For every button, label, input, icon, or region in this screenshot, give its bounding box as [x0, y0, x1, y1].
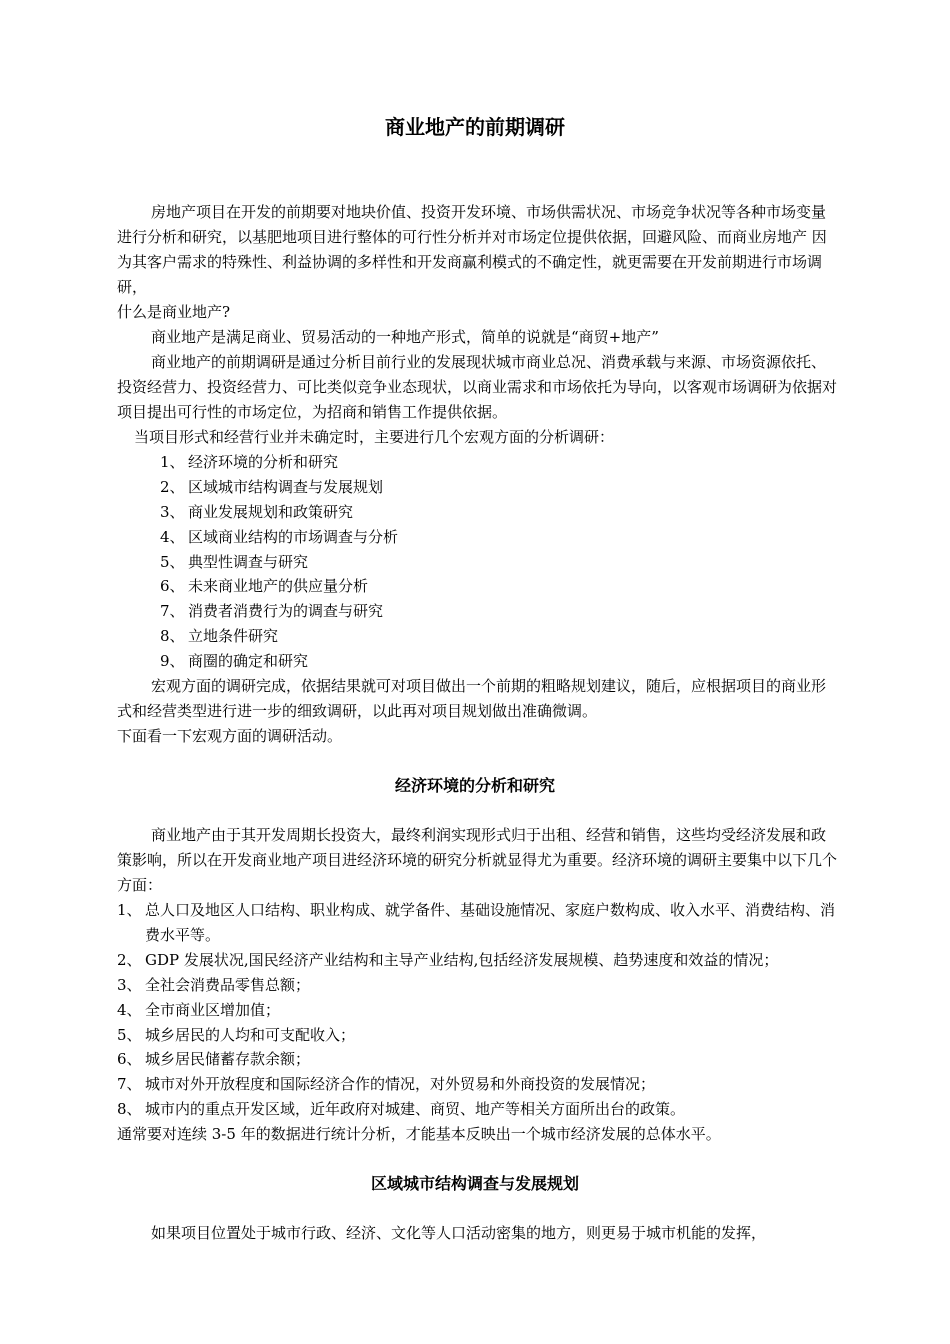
list-item: 5、 城乡居民的人均和可支配收入； — [117, 1025, 356, 1044]
list-item: 7、 消费者消费行为的调查与研究 — [160, 602, 384, 621]
list-item: 5、 典型性调查与研究 — [160, 552, 309, 571]
economic-closing-sentence: 通常要对连续 3-5 年的数据进行统计分析，才能基本反映出一个城市经济发展的总体水平。 — [117, 1125, 721, 1143]
list-item: 4、 区域商业结构的市场调查与分析 — [160, 527, 399, 546]
intro-paragraph-2: 商业地产是满足商业、贸易活动的一种地产形式，简单的说就是“商贸+地产” — [151, 328, 659, 346]
list-item: 3、 全社会消费品零售总额； — [117, 975, 311, 994]
section-heading-urban-structure: 区域城市结构调查与发展规划 — [370, 1174, 579, 1193]
intro-paragraph-1: 房地产项目在开发的前期要对地块价值、投资开发环境、市场供需状况、市场竞争状况等各种市场变量进行分析和研究，以基肥地项目进行整体的可行性分析并对市场定位提供依据，回避风险、而商业房地产 因为其客户需求的特殊性、利益协调的多样性和开发商赢利模式的不确定性，就更需要在开发前期进行市场调研， — [117, 203, 827, 296]
economic-factors-list — [117, 898, 839, 1122]
transition-sentence: 下面看一下宏观方面的调研活动。 — [117, 727, 343, 745]
document-title: 商业地产的前期调研 — [385, 115, 565, 139]
list-item: 2、 区域城市结构调查与发展规划 — [160, 477, 384, 496]
economic-intro-paragraph: 商业地产由于其开发周期长投资大，最终利润实现形式归于出租、经营和销售，这些均受经济发展和政策影响，所以在开发商业地产项目进经济环境的研究分析就显得尤为重要。经济环境的调研主要集中以下几个方面： — [117, 826, 838, 894]
list-item: 8、 立地条件研究 — [160, 627, 279, 646]
intro-question: 什么是商业地产? — [117, 303, 231, 321]
list-item: 7、 城市对外开放程度和国际经济合作的情况，对外贸易和外商投资的发展情况； — [117, 1075, 656, 1094]
list-item: 9、 商圈的确定和研究 — [160, 652, 309, 671]
list-item: 4、 全市商业区增加值； — [117, 1000, 281, 1019]
intro-paragraph-3: 商业地产的前期调研是通过分析目前行业的发展现状城市商业总况、消费承载与来源、市场资源依托、投资经营力、投资经营力、可比类似竞争业态现状，以商业需求和市场依托为导向，以客观市场调研为依据对项目提出可行性的市场定位，为招商和销售工作提供依据。 — [117, 353, 838, 421]
list-item: 8、 城市内的重点开发区域，近年政府对城建、商贸、地产等相关方面所出台的政策。 — [117, 1100, 686, 1119]
list-item: 1、 经济环境的分析和研究 — [160, 453, 339, 471]
macro-analysis-list — [160, 450, 760, 674]
list-item: 1、 总人口及地区人口结构、职业构成、就学备件、基础设施情况、家庭户数构成、收入水平、消费结构、消费水平等。 — [117, 901, 836, 944]
section-heading-economic: 经济环境的分析和研究 — [394, 776, 555, 795]
urban-structure-paragraph: 如果项目位置处于城市行政、经济、文化等人口活动密集的地方，则更易于城市机能的发挥， — [151, 1224, 767, 1242]
list-item: 6、 未来商业地产的供应量分析 — [160, 577, 369, 596]
list-item: 3、 商业发展规划和政策研究 — [160, 502, 354, 521]
after-list-paragraph: 宏观方面的调研完成，依据结果就可对项目做出一个前期的粗略规划建议，随后，应根据项目的商业形式和经营类型进行进一步的细致调研，以此再对项目规划做出准确微调。 — [117, 677, 827, 720]
intro-paragraph-4: 当项目形式和经营行业并未确定时，主要进行几个宏观方面的分析调研： — [134, 428, 615, 446]
list-item: 2、 GDP 发展状况,国民经济产业结构和主导产业结构,包括经济发展规模、趋势速度和效益的情况； — [117, 950, 779, 969]
list-item: 6、 城乡居民储蓄存款余额； — [117, 1050, 311, 1069]
